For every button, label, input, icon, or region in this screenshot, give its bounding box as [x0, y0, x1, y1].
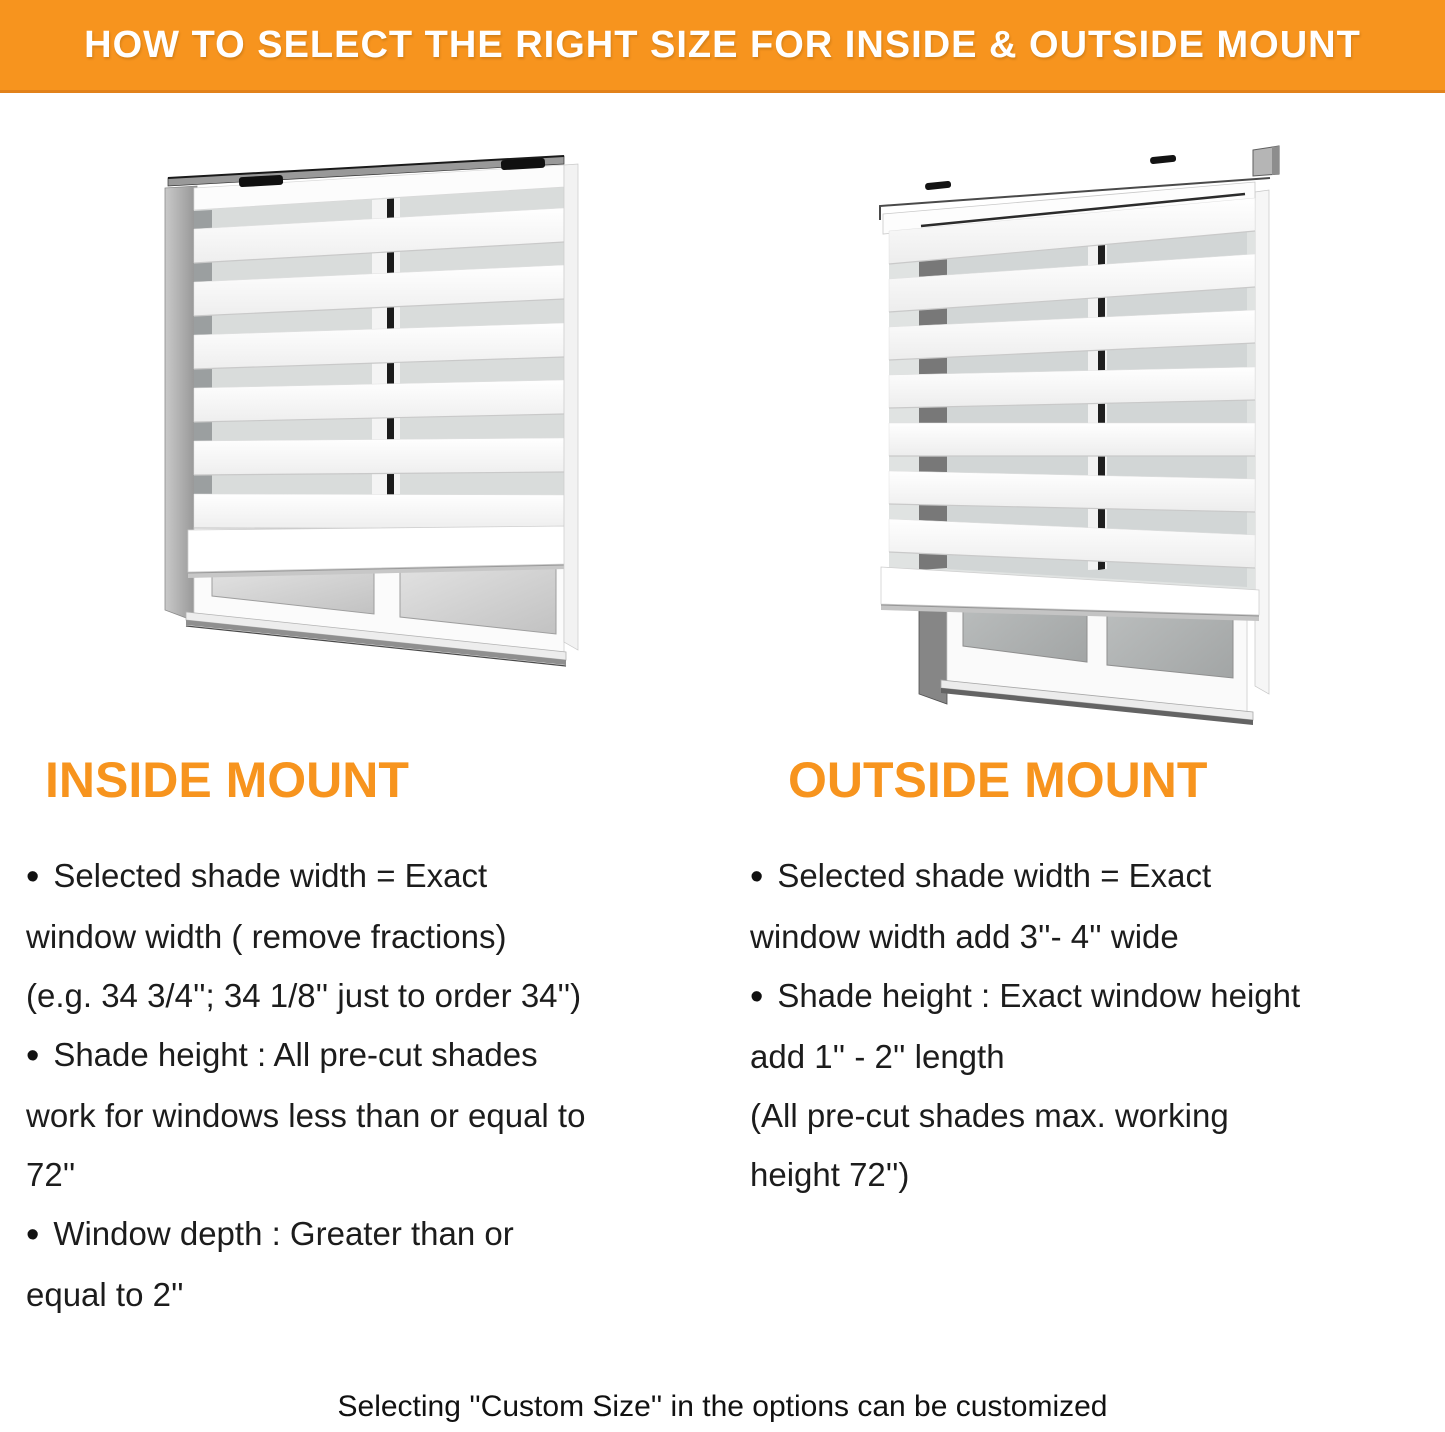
bullet-icon: •	[750, 976, 764, 1018]
instruction-line	[750, 907, 1300, 966]
instruction-line	[26, 1025, 585, 1086]
instruction-line	[750, 1086, 1300, 1145]
instruction-text: (All pre-cut shades max. working	[750, 1097, 1229, 1134]
bullet-icon: •	[750, 856, 764, 898]
bullet-icon: •	[26, 856, 40, 898]
banner-title: HOW TO SELECT THE RIGHT SIZE FOR INSIDE & OUTSIDE MOUNT	[84, 23, 1361, 66]
instruction-line	[26, 846, 585, 907]
instruction-text: equal to 2''	[26, 1276, 184, 1313]
mounting-bracket-icon	[1150, 155, 1177, 165]
instruction-line	[26, 1204, 585, 1265]
inside-mount-section	[26, 752, 585, 1324]
instruction-line	[26, 1265, 585, 1324]
bullet-icon: •	[26, 1035, 40, 1077]
instruction-line	[26, 966, 585, 1025]
instruction-text: window width add 3''- 4'' wide	[750, 918, 1179, 955]
shade-bottom-rail	[188, 526, 566, 578]
instruction-text: Shade height : Exact window height	[777, 977, 1301, 1014]
instruction-text: work for windows less than or equal to	[26, 1097, 586, 1134]
instruction-text: add 1'' - 2'' length	[750, 1038, 1005, 1075]
inside-mount-heading: INSIDE MOUNT	[45, 752, 409, 808]
outside-mount-illustration	[855, 138, 1287, 730]
zebra-shade	[889, 198, 1255, 598]
bullet-icon: •	[26, 1214, 40, 1256]
instruction-text: Selected shade width = Exact	[53, 857, 488, 894]
window-frame-right	[564, 164, 578, 650]
instruction-text: 72''	[26, 1156, 76, 1193]
custom-size-note: Selecting ''Custom Size'' in the options can be customized	[337, 1390, 1108, 1423]
zebra-shade	[194, 187, 564, 529]
outside-mount-instructions	[750, 846, 1300, 1204]
instruction-text: Selected shade width = Exact	[777, 857, 1212, 894]
inside-mount-illustration	[160, 152, 580, 692]
outside-mount-heading: OUTSIDE MOUNT	[788, 752, 1208, 808]
instruction-line	[750, 846, 1300, 907]
instruction-line	[26, 1145, 585, 1204]
instruction-text: Shade height : All pre-cut shades	[53, 1036, 538, 1073]
outside-mount-section	[750, 752, 1300, 1204]
instruction-text: window width ( remove fractions)	[26, 918, 507, 955]
instruction-line	[750, 1027, 1300, 1086]
instruction-text: Window depth : Greater than or	[53, 1215, 514, 1252]
instruction-text: height 72'')	[750, 1156, 910, 1193]
banner	[0, 0, 1445, 93]
instruction-line	[750, 966, 1300, 1027]
mounting-bracket-icon	[925, 181, 952, 191]
instruction-text: (e.g. 34 3/4''; 34 1/8'' just to order 34'')	[26, 977, 582, 1014]
instruction-line	[26, 1086, 585, 1145]
instruction-line	[750, 1145, 1300, 1204]
inside-mount-instructions	[26, 846, 585, 1324]
instruction-line	[26, 907, 585, 966]
